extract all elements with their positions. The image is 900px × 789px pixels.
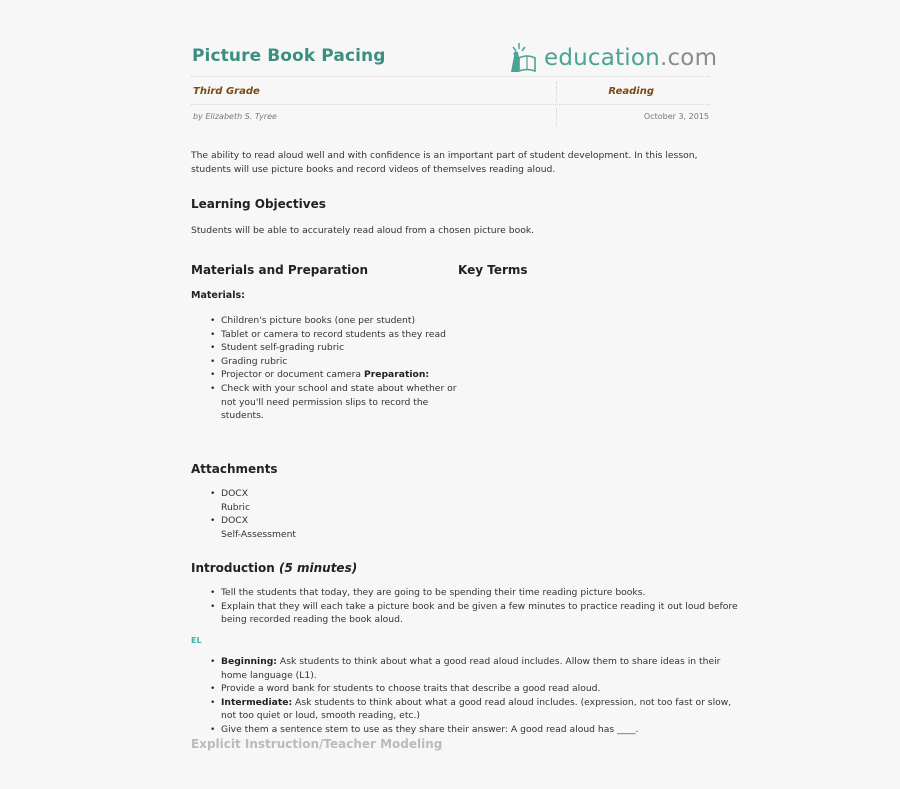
list-item: • Tablet or camera to record students as they read (221, 328, 471, 342)
page-title: Picture Book Pacing (192, 46, 386, 66)
list-item: • Grading rubric (221, 355, 471, 369)
attachment-name: Self-Assessment (221, 528, 296, 540)
list-item: • Give them a sentence stem to use as they share their answer: A good read aloud has ____. (221, 723, 741, 737)
meta-column-divider (556, 108, 557, 126)
attachments-heading: Attachments (191, 462, 278, 476)
education-com-logo[interactable] (508, 42, 717, 74)
list-item: • Provide a word bank for students to choose traits that describe a good read aloud. (221, 682, 741, 696)
book-reader-icon (508, 42, 542, 74)
introduction-list (191, 586, 741, 627)
list-item: • Tell the students that today, they are going to be spending their time reading picture books. (221, 586, 741, 600)
attachment-type: DOCX (221, 488, 249, 499)
publish-date: October 3, 2015 (643, 112, 709, 121)
attachments-list (191, 487, 471, 541)
list-item: • Children's picture books (one per student) (221, 314, 471, 328)
author-byline: by Elizabeth S. Tyree (193, 112, 277, 121)
el-list (191, 655, 741, 737)
el-label: EL (191, 636, 202, 645)
intro-paragraph: The ability to read aloud well and with confidence is an important part of student development. In this lesson, students will use picture books and record videos of themselves reading aloud. (191, 150, 698, 175)
list-item: • Student self-grading rubric (221, 341, 471, 355)
subject-label[interactable]: Reading (608, 86, 654, 97)
list-item: • Explain that they will each take a picture book and be given a few minutes to practice reading it out loud before being recorded reading the book aloud. (221, 600, 741, 627)
list-item: • Intermediate: Ask students to think about what a good read aloud includes. (expression, not too fast or slow, not too quiet or loud, smooth reading, etc.) (221, 696, 741, 723)
materials-list (191, 314, 471, 423)
header-column-divider (556, 82, 557, 102)
meta-divider (191, 104, 710, 105)
key-terms-heading: Key Terms (458, 263, 528, 277)
logo-wordmark: education.com (544, 45, 718, 71)
introduction-duration: (5 minutes) (278, 561, 358, 575)
list-item: • Beginning: Ask students to think about what a good read aloud includes. Allow them to share ideas in their home language (L1). (221, 655, 741, 682)
attachment-item[interactable] (221, 487, 471, 514)
attachment-name: Rubric (221, 501, 251, 513)
introduction-heading: Introduction (5 minutes) (191, 561, 358, 575)
learning-objectives-heading: Learning Objectives (191, 197, 326, 211)
preparation-label: Preparation: (363, 369, 430, 381)
grade-label[interactable]: Third Grade (193, 86, 260, 97)
materials-subheading: Materials: (191, 290, 245, 301)
header-divider (191, 76, 710, 77)
materials-heading: Materials and Preparation (191, 263, 369, 277)
attachment-type: DOCX (221, 515, 249, 527)
list-item: • Check with your school and state about whether or not you'll need permission slips to record the students. (221, 382, 471, 423)
list-item: • Projector or document camera Preparation: (221, 368, 471, 382)
attachment-item[interactable] (221, 514, 471, 541)
learning-objectives-text: Students will be able to accurately read aloud from a chosen picture book. (191, 225, 535, 236)
clipped-next-heading: Explicit Instruction/Teacher Modeling (191, 737, 443, 751)
